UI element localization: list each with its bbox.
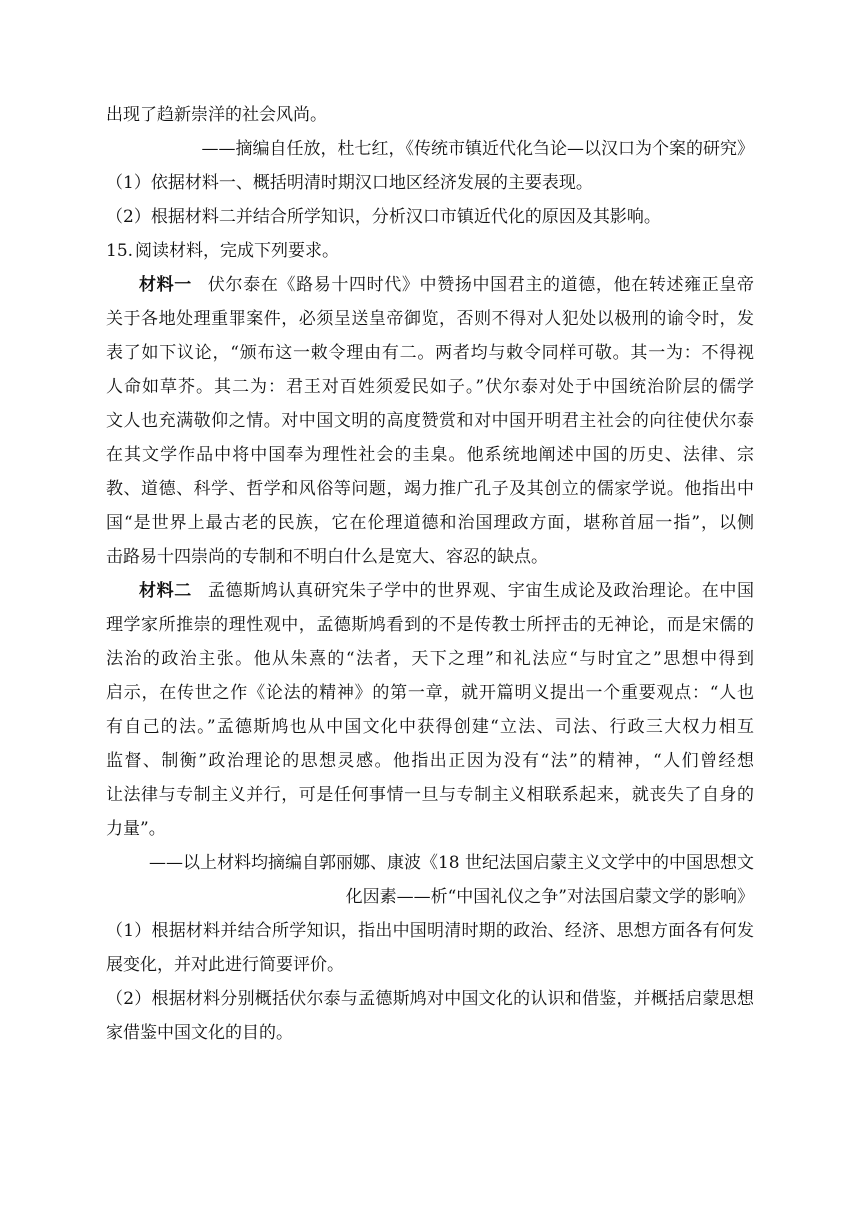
material-1-line: 文人也充满敬仰之情。对中国文明的高度赞赏和对中国开明君主社会的向往使伏尔泰 (106, 411, 754, 431)
material-1-line: 关于各地处理重罪案件，必须呈送皇帝御览，否则不得对人犯处以极刑的谕令时，发 (106, 309, 754, 329)
material-2-line: 法治的政治主张。他从朱熹的“法者，天下之理”和礼法应“与时宜之”思想中得到 (106, 649, 754, 669)
question-15-header (106, 234, 754, 268)
material-2-line: 力量”。 (106, 819, 166, 839)
question-prompt: 阅读材料，完成下列要求。 (135, 241, 340, 261)
material-1-line: 国“是世界上最古老的民族，它在伦理道德和治国理政方面，堪称首屈一指”，以侧 (106, 513, 754, 533)
paragraph-line: 出现了趋新崇洋的社会风尚。 (106, 105, 327, 125)
material-1-line: 击路易十四崇尚的专制和不明白什么是宽大、容忍的缺点。 (106, 547, 548, 567)
material-1-line (139, 268, 754, 302)
source-citation-line-1: ——以上材料均摘编自郭丽娜、康波《18 世纪法国启蒙主义文学中的中国思想文 (148, 853, 754, 873)
material-1-line: 表了如下议论，“颁布这一敕令理由有二。两者均与敕令同样可敬。其一为：不得视 (106, 343, 754, 363)
material-2-line: 理学家所推崇的理性观中，孟德斯鸠看到的不是传教士所抨击的无神论，而是宋儒的 (106, 615, 754, 635)
source-citation: ——摘编自任放，杜七红，《传统市镇近代化刍论—以汉口为个案的研究》 (201, 139, 754, 159)
material-2-line: 有自己的法。”孟德斯鸠也从中国文化中获得创建“立法、司法、行政三大权力相互 (106, 717, 754, 737)
material-1-label: 材料一 (139, 275, 192, 295)
question-15-sub-2-cont: 家借鉴中国文化的目的。 (106, 1023, 293, 1043)
source-citation-line-2: 化因素——析“中国礼仪之争”对法国启蒙文学的影响》 (345, 887, 754, 907)
question-number: 15. (106, 241, 134, 261)
question-15-sub-1: （1）根据材料并结合所学知识，指出中国明清时期的政治、经济、思想方面各有何发 (106, 921, 754, 941)
material-2-line: 监督、制衡”政治理论的思想灵感。他指出正因为没有“法”的精神，“人们曾经想 (106, 751, 754, 771)
material-1-text: 伏尔泰在《路易十四时代》中赞扬中国君主的道德，他在转述雍正皇帝 (207, 275, 754, 295)
material-1-line: 在其文学作品中将中国奉为理性社会的圭臬。他系统地阐述中国的历史、法律、宗 (106, 445, 754, 465)
sub-question-1: （1）依据材料一、概括明清时期汉口地区经济发展的主要表现。 (106, 173, 593, 193)
question-15-sub-2: （2）根据材料分别概括伏尔泰与孟德斯鸠对中国文化的认识和借鉴，并概括启蒙思想 (106, 989, 754, 1009)
question-15-sub-1-cont: 展变化，并对此进行简要评价。 (106, 955, 344, 975)
material-2-line (139, 574, 754, 608)
material-2-line: 启示，在传世之作《论法的精神》的第一章，就开篇明义提出一个重要观点：“人也 (106, 683, 754, 703)
material-2-text: 孟德斯鸠认真研究朱子学中的世界观、宇宙生成论及政治理论。在中国 (207, 581, 754, 601)
sub-question-2: （2）根据材料二并结合所学知识，分析汉口市镇近代化的原因及其影响。 (106, 207, 661, 227)
material-2-line: 让法律与专制主义并行，可是任何事情一旦与专制主义相联系起来，就丧失了自身的 (106, 785, 754, 805)
material-2-label: 材料二 (139, 581, 192, 601)
material-1-line: 人命如草芥。其二为：君王对百姓须爱民如子。”伏尔泰对处于中国统治阶层的儒学 (106, 377, 754, 397)
material-1-line: 教、道德、科学、哲学和风俗等问题，竭力推广孔子及其创立的儒家学说。他指出中 (106, 479, 754, 499)
